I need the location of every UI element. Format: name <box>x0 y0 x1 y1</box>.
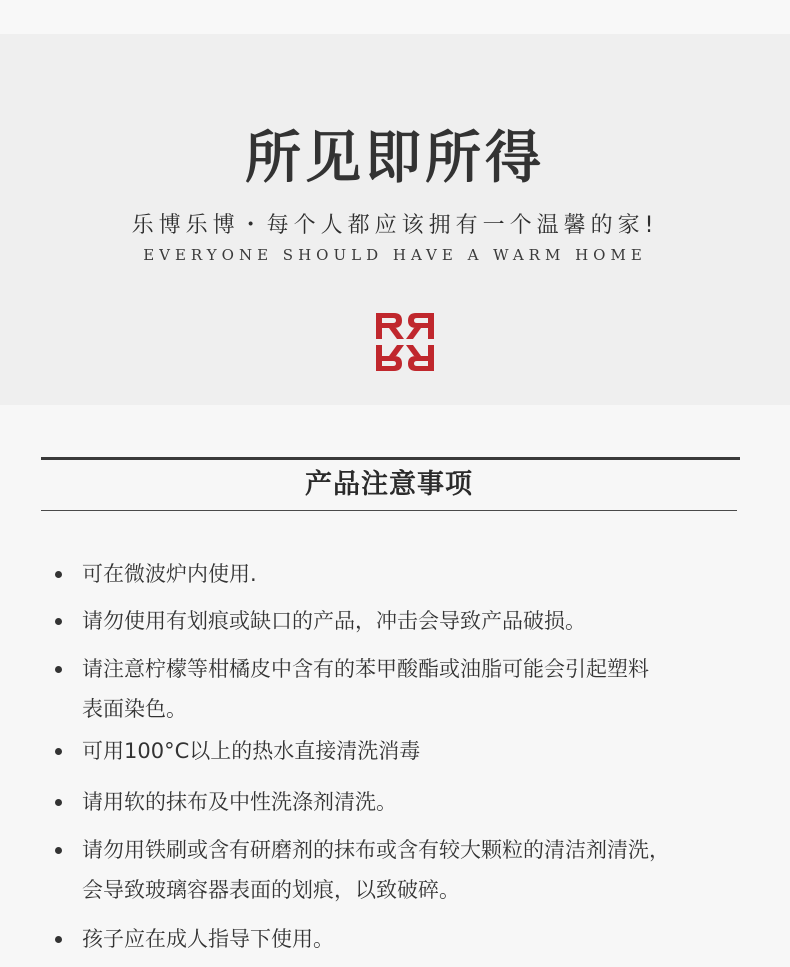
brand-logo-icon <box>374 311 436 373</box>
bullet-icon <box>55 847 62 854</box>
hero-banner <box>0 34 790 405</box>
bullet-icon <box>55 618 62 625</box>
section-title: 产品注意事项 <box>305 469 473 500</box>
list-item-text: 可用100°C以上的热水直接清洗消毒 <box>82 739 421 763</box>
bullet-icon <box>55 666 62 673</box>
list-item <box>82 554 742 594</box>
list-item <box>82 919 742 959</box>
bullet-icon <box>55 799 62 806</box>
list-item <box>82 601 742 641</box>
bullet-icon <box>55 748 62 755</box>
bullet-icon <box>55 936 62 943</box>
bullet-icon <box>55 571 62 578</box>
hero-title: 所见即所得 <box>245 125 545 191</box>
list-item <box>82 731 742 771</box>
section-divider-bottom <box>41 510 737 511</box>
list-item-text: 会导致玻璃容器表面的划痕，以致破碎。 <box>82 878 460 902</box>
hero-subtitle: 乐博乐博・每个人都应该拥有一个温馨的家! <box>131 213 659 238</box>
list-item-text: 请勿用铁刷或含有研磨剂的抹布或含有较大颗粒的清洁剂清洗， <box>82 838 670 862</box>
list-item-text: 请注意柠檬等柑橘皮中含有的苯甲酸酯或油脂可能会引起塑料 <box>82 657 649 681</box>
list-item-text: 可在微波炉内使用. <box>82 562 257 586</box>
list-item <box>82 782 742 822</box>
list-item-text: 表面染色。 <box>82 697 187 721</box>
list-item-text: 孩子应在成人指导下使用。 <box>82 927 334 951</box>
section-divider-top <box>41 457 740 460</box>
list-item-text: 请勿使用有划痕或缺口的产品，冲击会导致产品破损。 <box>82 609 586 633</box>
top-strip <box>0 0 790 34</box>
product-notes-section <box>0 405 790 967</box>
hero-english-slogan: EVERYONE SHOULD HAVE A WARM HOME <box>143 246 647 264</box>
list-item <box>82 830 742 910</box>
list-item-text: 请用软的抹布及中性洗涤剂清洗。 <box>82 790 397 814</box>
list-item <box>82 649 742 729</box>
